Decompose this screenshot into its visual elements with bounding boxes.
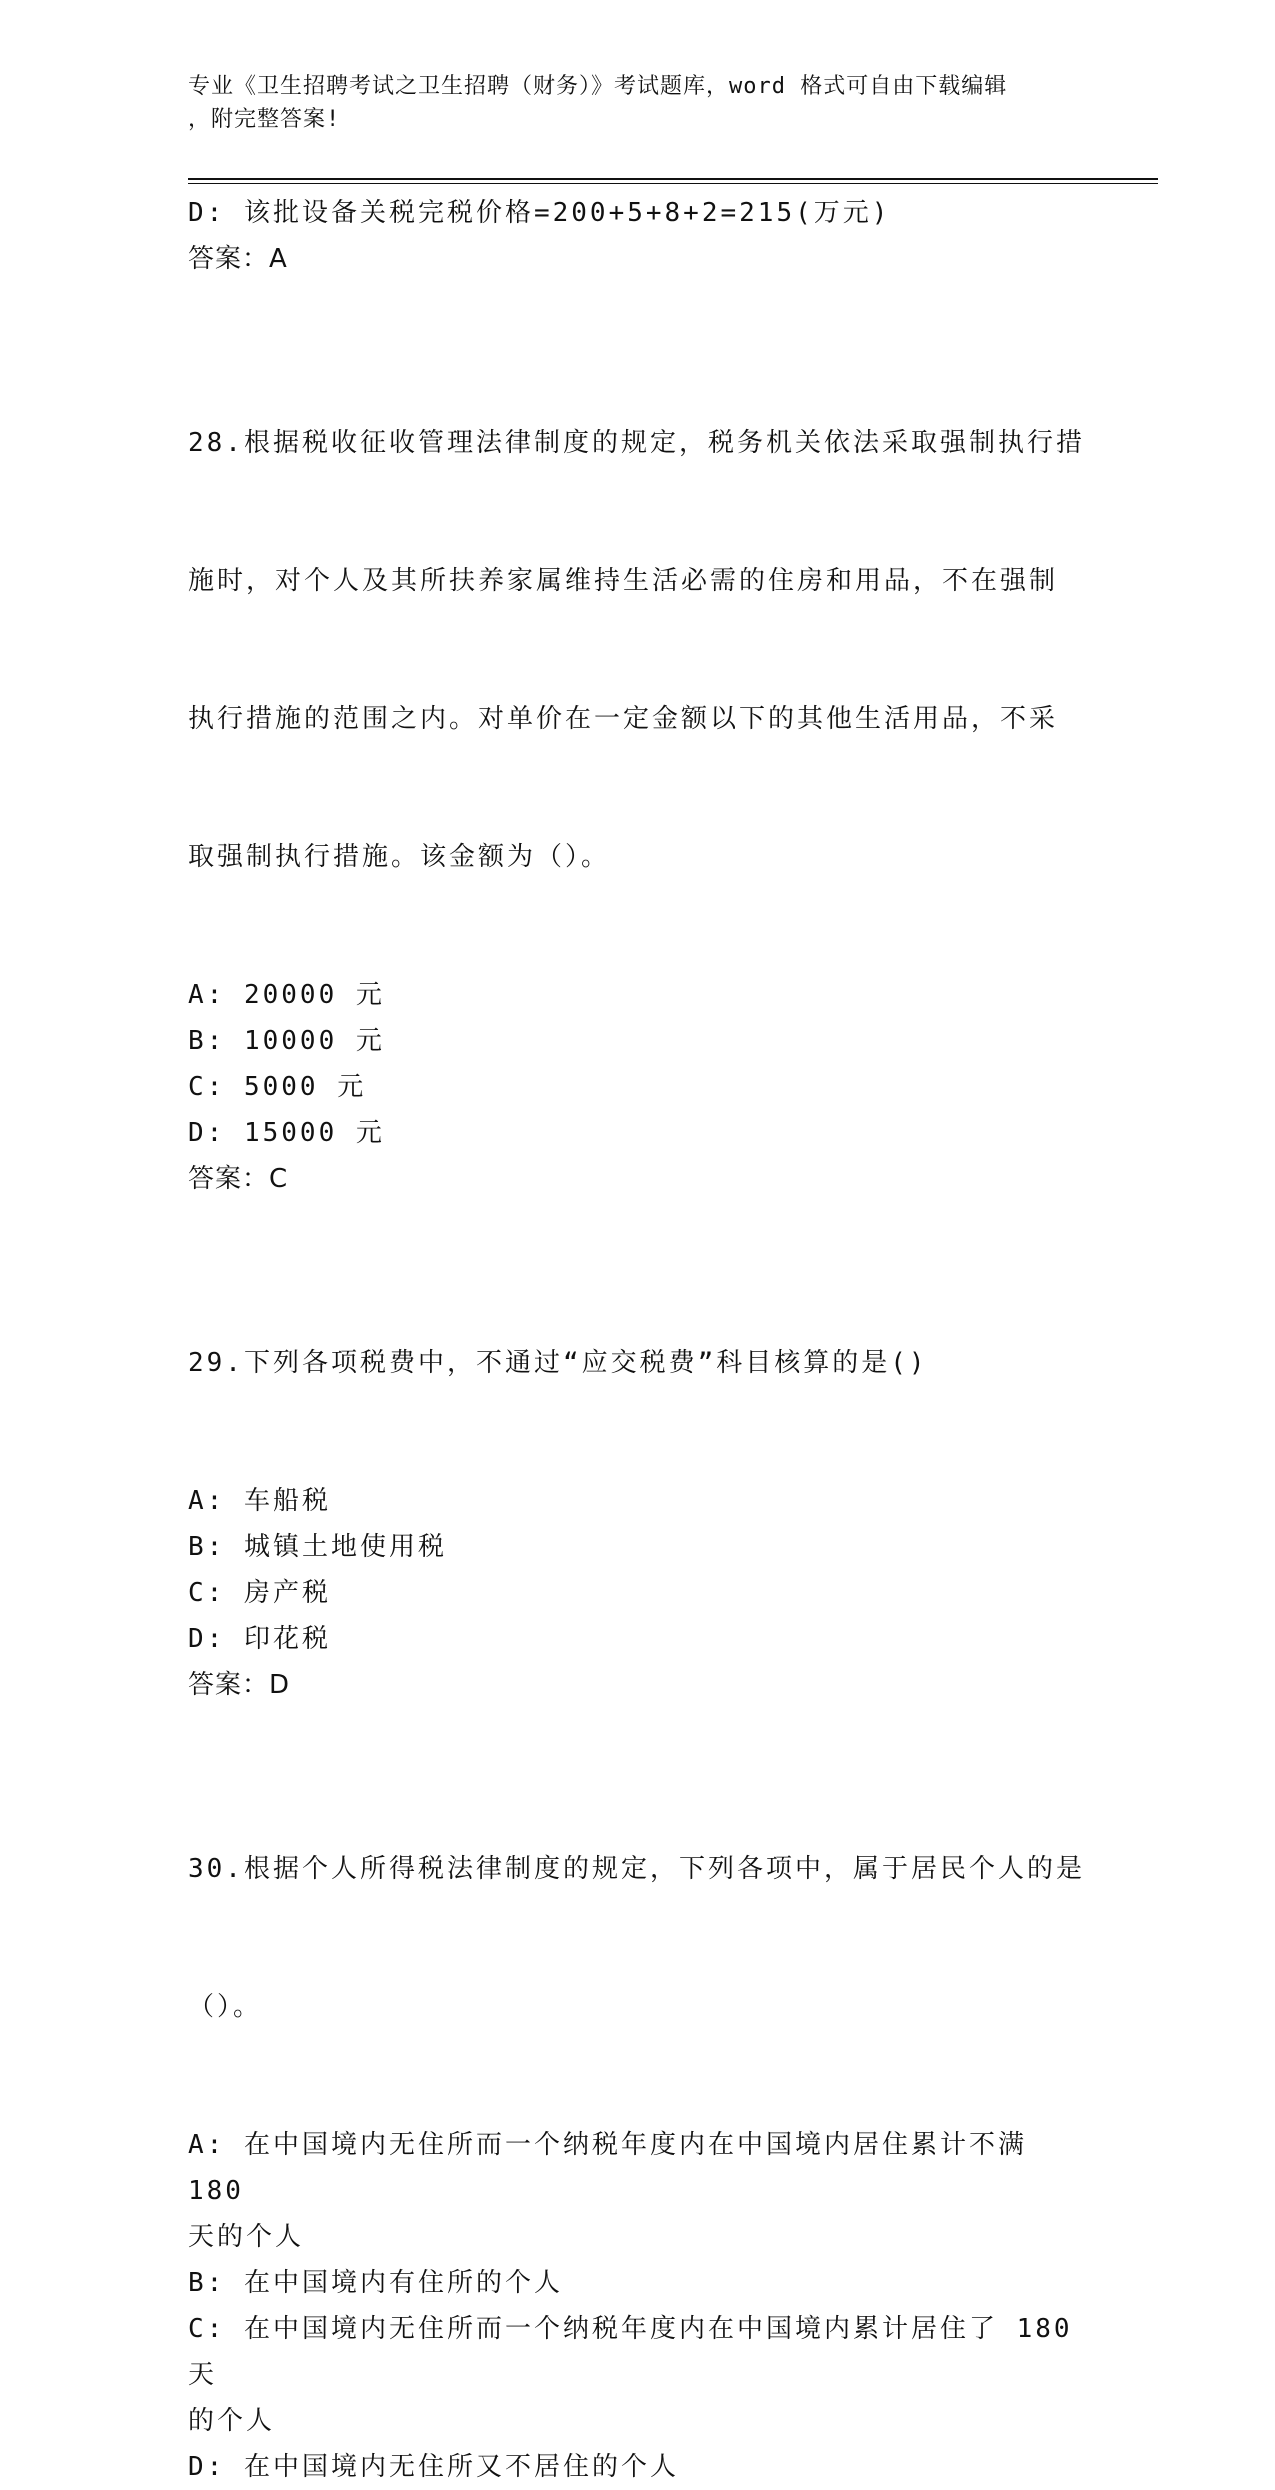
option-c: C: 在中国境内无住所而一个纳税年度内在中国境内累计居住了 180 天 <box>188 2314 1092 2390</box>
header-divider-thin <box>188 183 1158 184</box>
answer: 答案：A <box>188 244 288 274</box>
stem-line: 执行措施的范围之内。对单价在一定金额以下的其他生活用品，不采 <box>188 704 1059 734</box>
option-d: D: 该批设备关税完税价格=200+5+8+2=215(万元) <box>188 198 891 228</box>
option-c: C: 5000 元 <box>188 1072 367 1102</box>
question-stem <box>188 328 1088 972</box>
question-29 <box>188 1248 1088 1708</box>
option-c-continued: 的个人 <box>188 2406 276 2436</box>
stem-line: 30.根据个人所得税法律制度的规定，下列各项中，属于居民个人的是 <box>188 1854 1085 1884</box>
previous-question-tail <box>188 190 1088 282</box>
header-line-1: 专业《卫生招聘考试之卫生招聘（财务）》考试题库，word 格式可自由下载编辑 <box>188 74 1008 99</box>
option-a-continued: 天的个人 <box>188 2222 305 2252</box>
question-28 <box>188 328 1088 1202</box>
option-a: A: 车船税 <box>188 1486 331 1516</box>
option-b: B: 在中国境内有住所的个人 <box>188 2268 563 2298</box>
stem-line: 取强制执行措施。该金额为（）。 <box>188 842 611 872</box>
option-d: D: 15000 元 <box>188 1118 385 1148</box>
document-header <box>188 70 1068 136</box>
stem-line: （）。 <box>188 1992 263 2022</box>
option-c: C: 房产税 <box>188 1578 331 1608</box>
question-stem <box>188 1248 1088 1478</box>
option-a: A: 在中国境内无住所而一个纳税年度内在中国境内居住累计不满 180 <box>188 2130 1046 2206</box>
option-d: D: 印花税 <box>188 1624 331 1654</box>
answer: 答案：C <box>188 1164 289 1194</box>
option-b: B: 10000 元 <box>188 1026 385 1056</box>
option-b: B: 城镇土地使用税 <box>188 1532 447 1562</box>
option-a: A: 20000 元 <box>188 980 385 1010</box>
option-d: D: 在中国境内无住所又不居住的个人 <box>188 2452 679 2482</box>
stem-line: 29.下列各项税费中，不通过“应交税费”科目核算的是() <box>188 1348 928 1378</box>
question-30 <box>188 1754 1092 2490</box>
question-stem <box>188 1754 1088 2122</box>
header-line-2: ，附完整答案! <box>188 107 341 132</box>
stem-line: 28.根据税收征收管理法律制度的规定，税务机关依法采取强制执行措 <box>188 428 1085 458</box>
header-divider-thick <box>188 178 1158 180</box>
answer: 答案：D <box>188 1670 291 1700</box>
stem-line: 施时，对个人及其所扶养家属维持生活必需的住房和用品，不在强制 <box>188 566 1059 596</box>
document-body <box>188 190 1092 2490</box>
